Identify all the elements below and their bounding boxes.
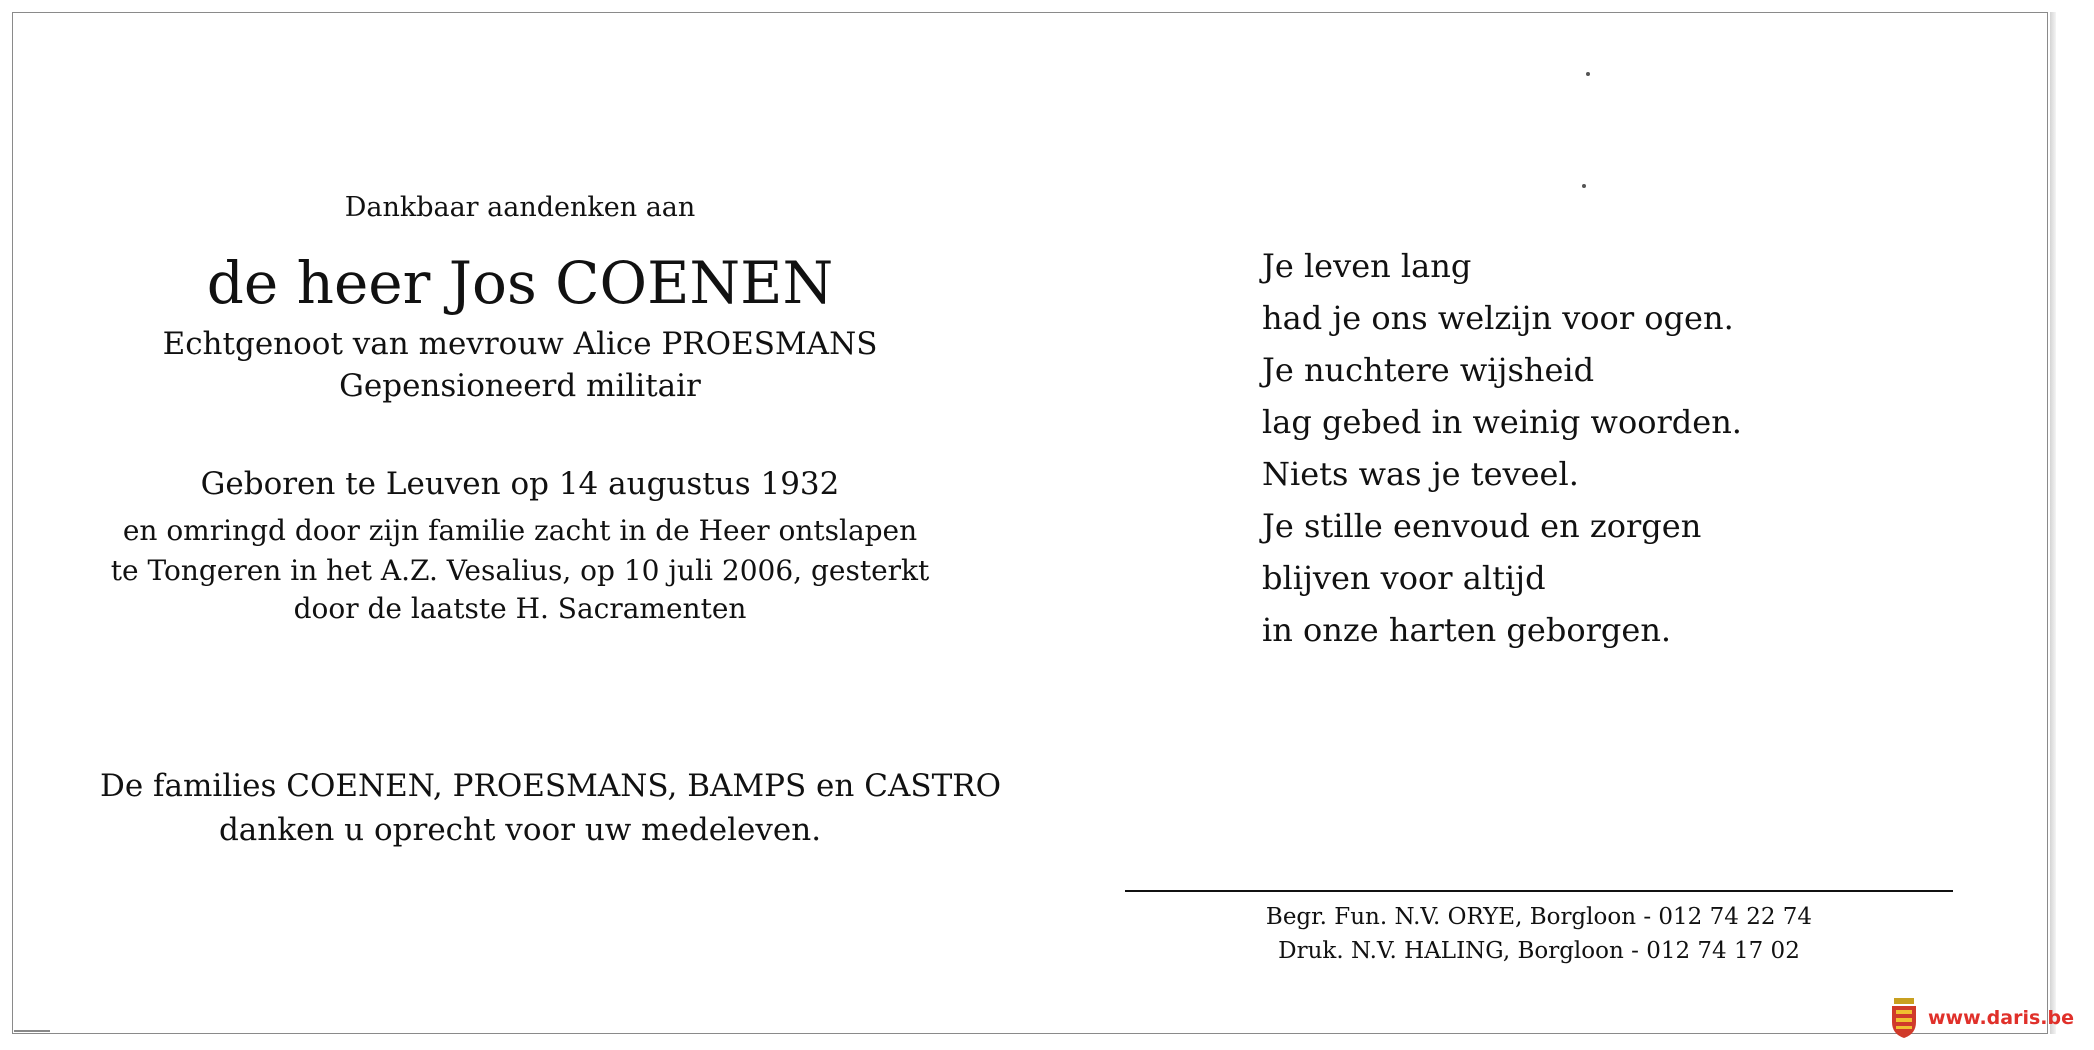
watermark-text: www.daris.be — [1928, 1007, 2074, 1029]
spouse-line: Echtgenoot van mevrouw Alice PROESMANS — [162, 326, 878, 362]
deceased-name: de heer Jos COENEN — [206, 249, 834, 317]
poem — [1262, 240, 1742, 656]
poem-line: Je nuchtere wijsheid — [1262, 351, 1595, 389]
print-speck — [1586, 72, 1590, 76]
profession-line: Gepensioneerd militair — [339, 368, 701, 404]
death-line-2: te Tongeren in het A.Z. Vesalius, op 10 juli 2006, gesterkt — [110, 554, 930, 587]
thanks-line: danken u oprecht voor uw medeleven. — [218, 812, 822, 848]
poem-line: Niets was je teveel. — [1262, 455, 1579, 493]
poem-line: had je ons welzijn voor ogen. — [1262, 299, 1734, 337]
intro-text: Dankbaar aandenken aan — [344, 192, 696, 223]
birth-line: Geboren te Leuven op 14 augustus 1932 — [200, 466, 840, 502]
families-line: De families COENEN, PROESMANS, BAMPS en CASTRO — [100, 768, 1001, 804]
poem-line: blijven voor altijd — [1262, 559, 1546, 597]
funeral-director-credit: Begr. Fun. N.V. ORYE, Borgloon - 012 74 22 74 — [1265, 904, 1813, 930]
print-speck — [1582, 184, 1586, 188]
death-line-3: door de laatste H. Sacramenten — [293, 592, 747, 625]
poem-line: in onze harten geborgen. — [1262, 611, 1672, 649]
printer-credit: Druk. N.V. HALING, Borgloon - 012 74 17 02 — [1278, 938, 1800, 964]
corner-mark — [14, 1030, 50, 1032]
poem-line: lag gebed in weinig woorden. — [1262, 403, 1742, 441]
divider-rule — [1125, 890, 1953, 892]
watermark — [1890, 998, 2074, 1038]
poem-line: Je leven lang — [1262, 247, 1472, 285]
death-line-1: en omringd door zijn familie zacht in de Heer ontslapen — [122, 514, 918, 547]
crest-icon — [1890, 998, 1918, 1038]
card-fold-edge — [2050, 12, 2056, 1034]
poem-line: Je stille eenvoud en zorgen — [1262, 507, 1702, 545]
